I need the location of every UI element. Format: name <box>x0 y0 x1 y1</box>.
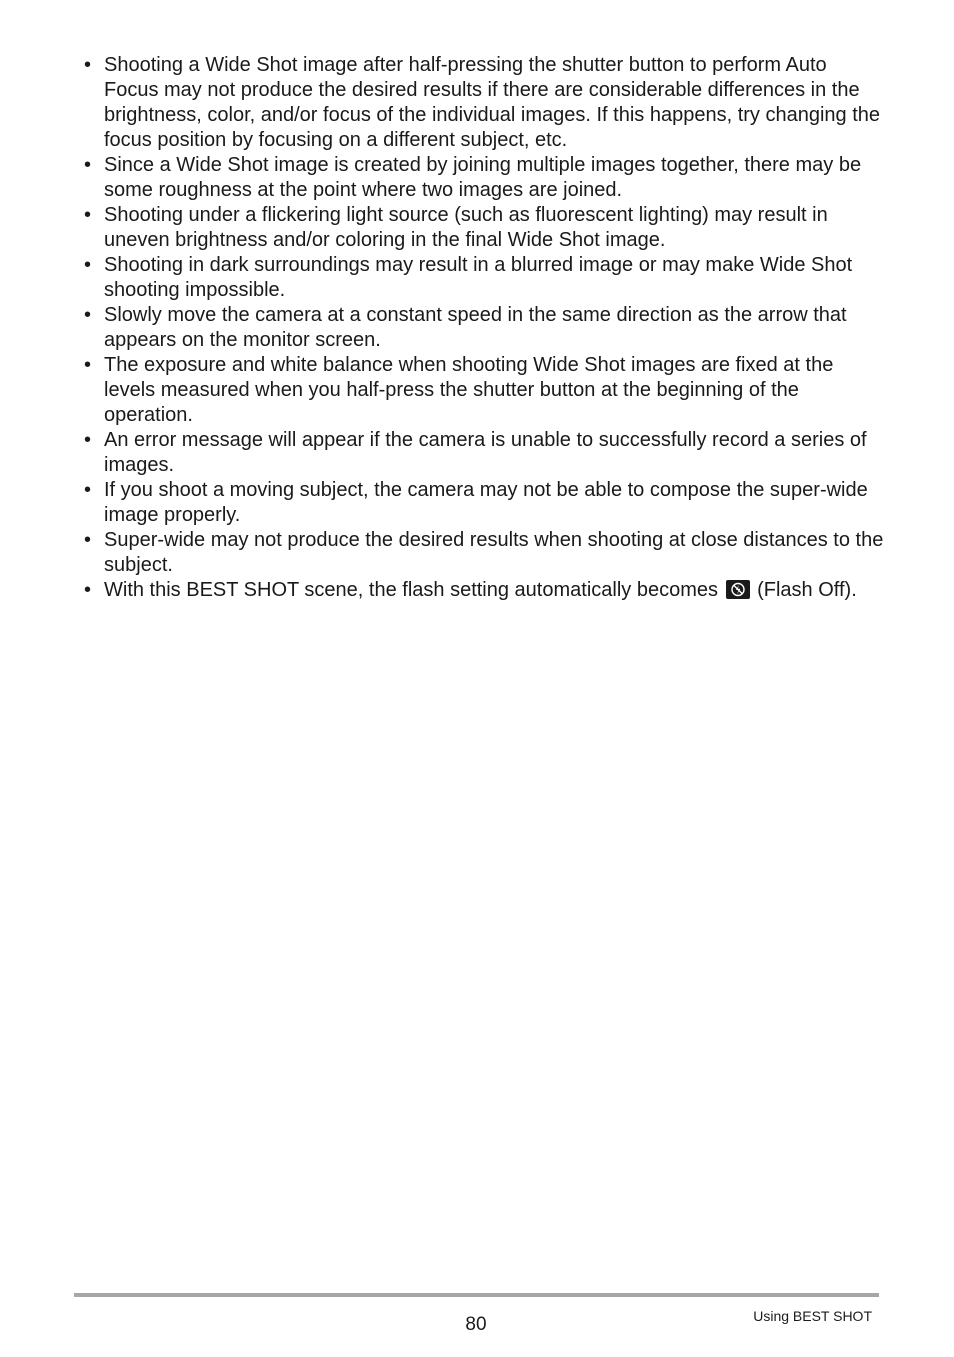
list-item <box>84 428 884 478</box>
bullet-symbol: • <box>84 54 92 76</box>
bullet-text: Shooting under a flickering light source (such as fluorescent lighting) may result in uneven brightness and/or coloring in the final Wide Shot image. <box>104 204 828 251</box>
bullet-text: Slowly move the camera at a constant speed in the same direction as the arrow that appears on the monitor screen. <box>104 304 847 351</box>
bullet-symbol: • <box>84 529 92 551</box>
page-number: 80 <box>465 1314 487 1335</box>
bullet-symbol: • <box>84 304 92 326</box>
list-item <box>84 578 884 603</box>
bullet-symbol: • <box>84 354 92 376</box>
list-item <box>84 253 884 303</box>
list-item <box>84 303 884 353</box>
bullet-text-after-icon: (Flash Off). <box>757 579 857 601</box>
footer-section-title: Using BEST SHOT <box>753 1308 872 1324</box>
list-item <box>84 478 884 528</box>
list-item <box>84 203 884 253</box>
list-item <box>84 53 884 153</box>
list-item <box>84 353 884 428</box>
bullet-text: Shooting in dark surroundings may result in a blurred image or may make Wide Shot shooting impossible. <box>104 254 853 301</box>
bullet-text-before-icon: With this BEST SHOT scene, the flash setting automatically becomes <box>104 579 718 601</box>
bullet-list <box>84 53 884 603</box>
bullet-symbol: • <box>84 154 92 176</box>
bullet-symbol: • <box>84 204 92 226</box>
list-item <box>84 528 884 578</box>
bullet-text: The exposure and white balance when shooting Wide Shot images are fixed at the levels measured when you half-press the shutter button at the beginning of the operation. <box>104 354 834 426</box>
bullet-text: Shooting a Wide Shot image after half-pressing the shutter button to perform Auto Focus may not produce the desired results if there are considerable differences in the brightness, color, and/or focus of the individual images. If this happens, try changing the focus position by focusing on a different subject, etc. <box>104 54 881 151</box>
footer-divider <box>74 1293 879 1297</box>
list-item <box>84 153 884 203</box>
bullet-text: If you shoot a moving subject, the camera may not be able to compose the super-wide image properly. <box>104 479 868 526</box>
bullet-text: An error message will appear if the camera is unable to successfully record a series of images. <box>104 429 867 476</box>
bullet-symbol: • <box>84 429 92 451</box>
bullet-symbol: • <box>84 579 92 601</box>
bullet-text: Super-wide may not produce the desired results when shooting at close distances to the subject. <box>104 529 884 576</box>
bullet-symbol: • <box>84 254 92 276</box>
bullet-symbol: • <box>84 479 92 501</box>
bullet-text: Since a Wide Shot image is created by joining multiple images together, there may be some roughness at the point where two images are joined. <box>104 154 862 201</box>
flash-off-icon <box>726 580 750 599</box>
